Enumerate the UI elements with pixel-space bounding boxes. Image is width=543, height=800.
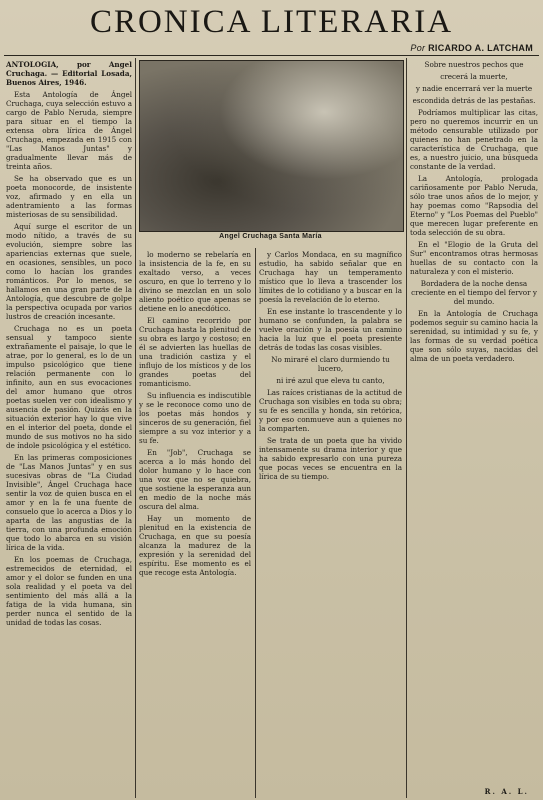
column-2 [139,250,251,798]
column-divider [255,248,256,798]
paragraph: Podríamos multiplicar las citas, pero no queremos incurrir en un método censurable utilizado por quienes no han penetrado en la característica de Cruchaga, que es, a nuestro juicio, una búsqueda constante de la verdad. [410,108,538,171]
column-4 [410,60,538,785]
photo-caption: Angel Cruchaga Santa María [219,233,322,240]
paragraph: En "Job", Cruchaga se acerca a lo más hondo del dolor humano y lo hace con una voz que no se quiebra, que sostiene la esperanza aun en medio de la noche más oscura del alma. [139,448,251,511]
paragraph: La Antología, prologada cariñosamente por Pablo Neruda, sólo trae unos años de lo mejor, y hay poemas como "Rapsodia del Eterno" y "Los Poemas del Pueblo" que merecen lugar preferente en toda selección de su obra. [410,174,538,237]
byline-author: RICARDO A. LATCHAM [428,43,533,53]
paragraph: Se trata de un poeta que ha vivido intensamente su drama interior y que ha sabido expresarlo con una pureza que pocas veces se encuentra en la lírica de su tiempo. [259,436,402,481]
verse-line: y nadie encerrará ver la muerte [415,84,533,93]
review-heading: ANTOLOGIA, por Angel Cruchaga. — Editorial Losada, Buenos Aires, 1946. [6,60,132,87]
paragraph: y Carlos Mondaca, en su magnífico estudio, ha sabido señalar que en Cruchaga hay un temperamento místico que lo lleva a trascender los límites de lo cotidiano y a buscar en la poesía la revelación de lo eterno. [259,250,402,304]
paragraph: lo moderno se rebelaría en la insistencia de la fe, en su exaltado verso, a veces oscuro, en que lo terreno y lo divino se mezclan en un solo aliento poético que apenas se detiene en lo anecdótico. [139,250,251,313]
paragraph: El camino recorrido por Cruchaga hasta la plenitud de su obra es largo y costoso; en él se advierten las huellas de una tradición castiza y el influjo de los místicos y de los grandes poetas del romanticismo. [139,316,251,388]
paragraph: Cruchaga no es un poeta sensual y tampoco siente extrañamente el paisaje, lo que le atrae, por lo general, es lo de un impulso psicológico que tiene relación permanente con lo infinito, aun en sus evocaciones del amor humano que otros poetas suelen ver con idealismo y ausencia de pasión. Quizás en la situación exterior hay lo que vive en el interior del poeta, donde el mundo de sus motivos no ha sido de índole psicológica y el estético. [6,324,132,450]
byline [410,43,533,53]
paragraph: Las raíces cristianas de la actitud de Cruchaga son visibles en toda su obra; su fe es sencilla y honda, sin retórica, y por eso conmueve aun a quienes no la comparten. [259,388,402,433]
column-3 [259,250,402,798]
author-photo [139,60,404,232]
paragraph: Su influencia es indiscutible y se le reconoce como uno de los poetas más hondos y sinceros de su generación, fiel siempre a su voz interior y a su fe. [139,391,251,445]
paragraph: En las primeras composiciones de "Las Manos Juntas" y en sus sucesivas obras de "La Ciudad Invisible", Ángel Cruchaga hace sentir la voz de quien busca en el amor y en la fe una fuente de consuelo que lo acerca a Dios y lo aparta de las angustias de la tierra, con una profunda emoción que todo lo abarca en su visión lírica de la vida. [6,453,132,552]
paragraph: Aquí surge el escritor de un modo nítido, a través de su evolución, siempre sobre las apariencias externas que suele, en ocasiones, sensibles, un poco como lo hacían los grandes románticos. Por lo menos, se hallamos en una gran parte de la Antología, que descubre de golpe la perspectiva ocupada por varios lustros de creación incesante. [6,222,132,321]
paragraph: En la Antología de Cruchaga podemos seguir su camino hacia la serenidad, su intimidad y su fe, y las formas de su verdad poética que son sólo suyas, nacidas del alma de un poeta verdadero. [410,309,538,363]
verse-line: escondida detrás de las pestañas. [412,96,536,105]
paragraph: En los poemas de Cruchaga, estremecidos de eternidad, el amor y el dolor se funden en una sola realidad y el poeta va del sentimiento del más allá a la fatiga de la vida humana, sin perder nunca el sentido de la unidad de todas las cosas. [6,555,132,627]
verse-line: Bordadera de la noche densa creciente en el tiempo del fervor y del mundo. [411,279,537,306]
verse-line: crecerá la muerte, [440,72,508,81]
paragraph: Hay un momento de plenitud en la existencia de Cruchaga, en que su poesía alcanza la madurez de la expresión y la serenidad del espíritu. Ese momento es el que recoge esta Antología. [139,514,251,577]
column-divider [406,58,407,798]
signature: R. A. L. [484,787,529,796]
verse-line: ni iré azul que eleva tu canto, [276,376,385,385]
column-divider [135,58,136,798]
paragraph: En el "Elogio de la Gruta del Sur" encontramos otras hermosas huellas de su contacto con la naturaleza y con el misterio. [410,240,538,276]
page-title: CRONICA LITERARIA [89,4,454,40]
verse-line: Sobre nuestros pechos que [424,60,524,69]
header-rule [4,55,539,56]
paragraph: En ese instante lo trascendente y lo humano se confunden, la palabra se vuelve oración y la poesía un camino hacia la luz que el poeta presiente detrás de todas las cosas visibles. [259,307,402,352]
paragraph: Se ha observado que es un poeta monocorde, de insistente voz, afirmado y en ella un adentramiento a las formas misteriosas de su sensibilidad. [6,174,132,219]
column-1 [6,60,132,798]
verse-line: No miraré el claro durmiendo tu lucero, [271,355,390,373]
byline-prefix: Por [410,43,426,53]
paragraph: Esta Antología de Ángel Cruchaga, cuya selección estuvo a cargo de Pablo Neruda, siempre para situar en el tiempo la extensa obra lírica de Ángel Cruchaga, empezada en 1915 con "Las Manos Juntas" y gradualmente llevar más de treinta años. [6,90,132,171]
